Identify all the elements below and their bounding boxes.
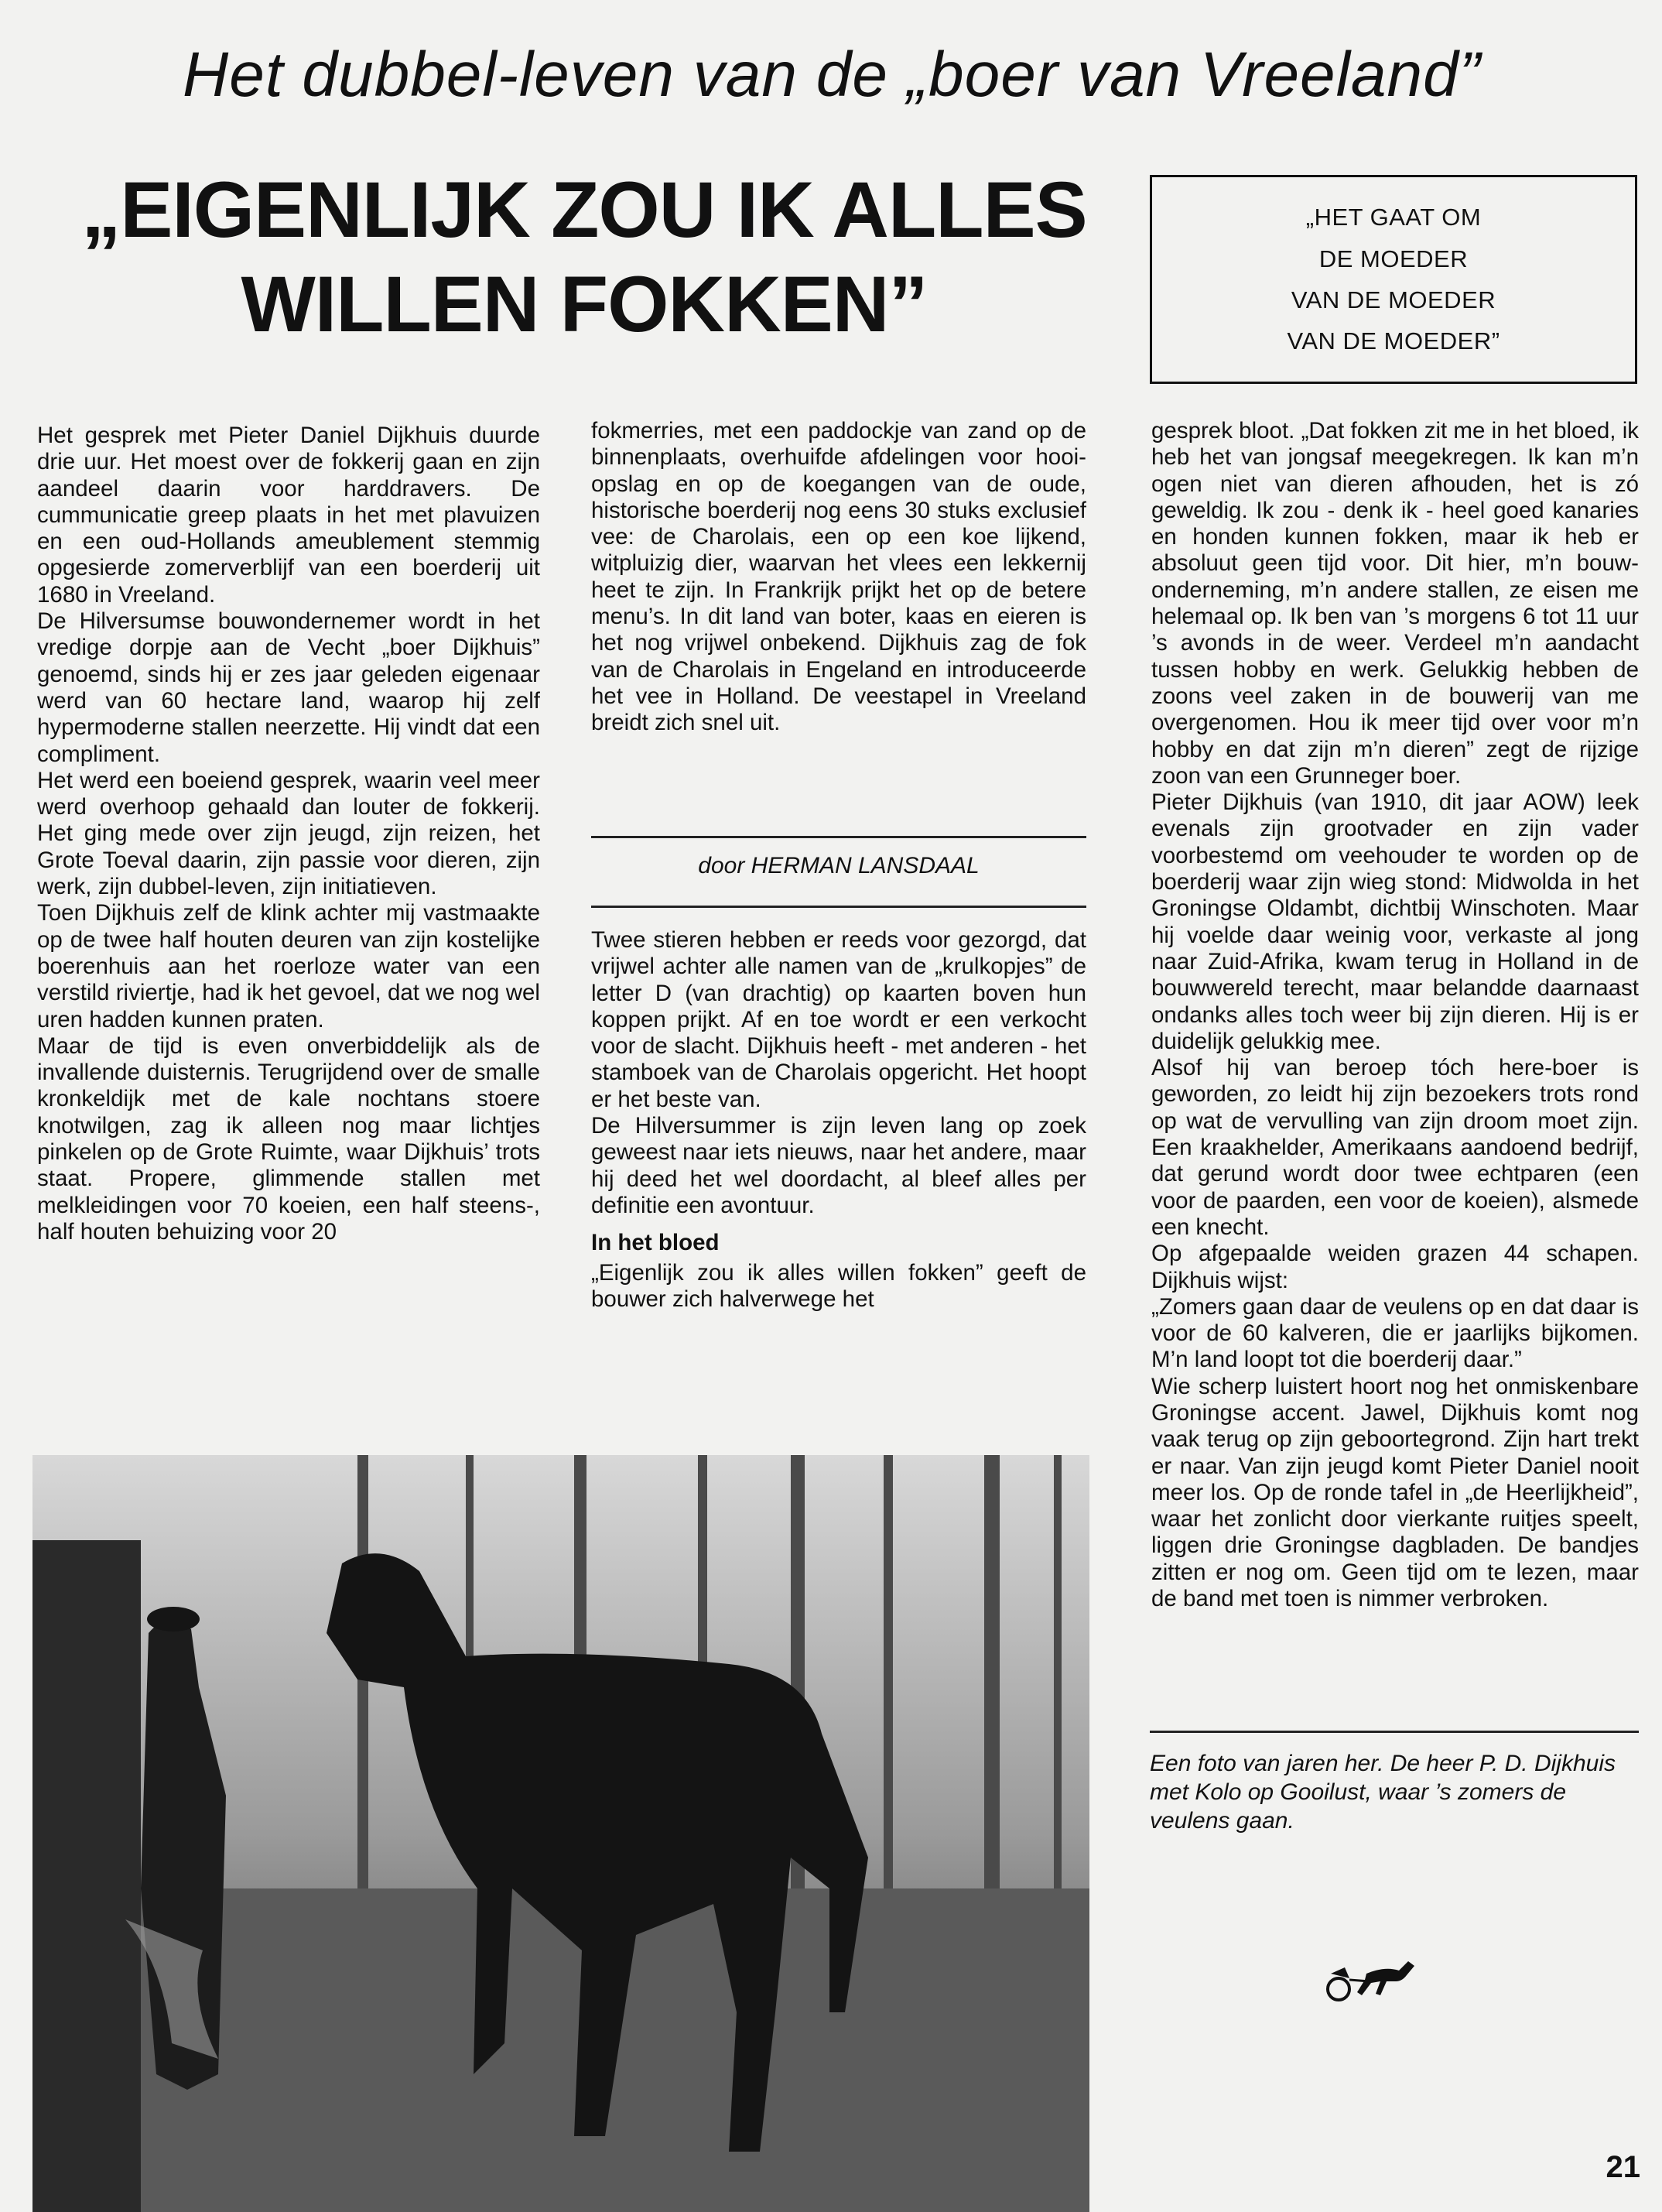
- photo-farmer-with-horse: [32, 1455, 1089, 2212]
- column-1: [37, 423, 540, 1245]
- divider: [591, 906, 1086, 908]
- quote-line: VAN DE MOEDER: [1291, 286, 1496, 313]
- column-2-bottom: [591, 927, 1086, 1313]
- headline-line-2: WILLEN FOKKEN”: [241, 260, 928, 349]
- paragraph: Pieter Dijkhuis (van 1910, dit jaar AOW) leek evenals zijn grootvader en zijn vader voorbestemd om veehouder te worden op de boerderij waar zijn wieg stond: Midwolda in het Groningse Oldambt, dichtbij Winschoten. Maar hij voelde daar weinig voor, verkaste al jong naar Zuid-Afrika, kwam terug in Holland in de bouwwereld terecht, maar belandde daarnaast ondanks alles toch weer bij zijn dieren. Hij is er duidelijk gelukkig mee.: [1151, 789, 1639, 1054]
- quote-line: „HET GAAT OM: [1305, 204, 1482, 231]
- paragraph: fokmerries, met een paddockje van zand op de binnenplaats, overhuifde afdelingen voor hooi-opslag en op de koegangen van de oude, historische boerderij nog eens 30 stuks exclusief vee: de Charolais, een op een koe lijkend, witpluizig dier, waarvan het vlees een lekkernij heet te zijn. In Frankrijk prijkt het op de betere menu’s. In dit land van boter, kaas en eieren is het nog vrijwel onbekend. Dijkhuis zag de fok van de Charolais in Engeland en introduceerde het vee in Holland. De veestapel in Vreeland breidt zich snel uit.: [591, 418, 1086, 736]
- photo-caption: Een foto van jaren her. De heer P. D. Dijkhuis met Kolo op Gooilust, waar ’s zomers de veulens gaan.: [1150, 1751, 1616, 1834]
- quote-line: DE MOEDER: [1318, 245, 1469, 272]
- divider: [591, 836, 1086, 838]
- headline-line-1: „EIGENLIJK ZOU IK ALLES: [81, 166, 1087, 254]
- quote-box: [1150, 175, 1637, 384]
- byline: door HERMAN LANSDAAL: [698, 853, 980, 878]
- page-number: 21: [1606, 2150, 1640, 2184]
- paragraph: Wie scherp luistert hoort nog het onmiskenbare Groningse accent. Jawel, Dijkhuis komt nog vaak terug op zijn geboortegrond. Zijn hart trekt er naar. Van zijn jeugd komt Pieter Daniel nooit meer los. Op de ronde tafel in „de Heerlijkheid”, waar het zonlicht door vierkante ruitjes speelt, liggen drie Groningse dagbladen. De bandjes zitten er nog om. Geen tijd om te lezen, maar de band met toen is nimmer verbroken.: [1151, 1373, 1639, 1612]
- paragraph: Twee stieren hebben er reeds voor gezorgd, dat vrijwel achter alle namen van de „krulkopjes” de letter D (van drachtig) op kaarten boven hun koppen prijkt. Af en toe wordt er een verkocht voor de slacht. Dijkhuis heeft - met anderen - het stamboek van de Charolais opgericht. Het hoopt er het beste van.: [591, 927, 1086, 1112]
- paragraph: De Hilversummer is zijn leven lang op zoek geweest naar iets nieuws, naar het andere, maar hij deed het wel doordacht, al bleef alles per definitie een avontuur.: [591, 1113, 1086, 1218]
- paragraph: „Eigenlijk zou ik alles willen fokken” geeft de bouwer zich halverwege het: [591, 1259, 1086, 1312]
- kicker: Het dubbel-leven van de „boer van Vreeland”: [183, 39, 1481, 110]
- paragraph: Het werd een boeiend gesprek, waarin veel meer werd overhoop gehaald dan louter de fokkerij. Het ging mede over zijn jeugd, zijn reizen, het Grote Toeval daarin, zijn passie voor dieren, zijn werk, zijn dubbel-leven, zijn initiatieven.: [37, 767, 540, 900]
- quote-line: VAN DE MOEDER”: [1287, 327, 1500, 355]
- column-3: [1151, 418, 1639, 1612]
- divider: [1150, 1731, 1639, 1733]
- headline: [31, 163, 1137, 352]
- paragraph: „Zomers gaan daar de veulens op en dat daar is voor de 60 kalveren, die er jaarlijks bijkomen. M’n land loopt tot die boerderij daar.”: [1151, 1293, 1639, 1373]
- subheading: In het bloed: [591, 1230, 720, 1256]
- paragraph: Op afgepaalde weiden grazen 44 schapen. Dijkhuis wijst:: [1151, 1241, 1639, 1293]
- paragraph: gesprek bloot. „Dat fokken zit me in het bloed, ik heb het van jongsaf meegekregen. Ik kan m’n ogen niet van dieren afhouden, het is zó geweldig. Ik zou - denk ik - heel goed kanaries en honden kunnen fokken, maar ik heb er absoluut geen tijd voor. Dit hier, m’n bouw-onderneming, m’n andere stallen, ze eisen me helemaal op. Ik ben van ’s morgens 6 tot 11 uur ’s avonds in de weer. Verdeel m’n aandacht tussen hobby en werk. Gelukkig hebben de zoons veel zaken in de bouwerij van me overgenomen. Hou ik meer tijd over voor m’n hobby en dat zijn m’n dieren” zegt de rijzige zoon van een Grunneger boer.: [1151, 418, 1639, 789]
- paragraph: Het gesprek met Pieter Daniel Dijkhuis duurde drie uur. Het moest over de fokkerij gaan en zijn aandeel daarin voor harddravers. De cummunicatie greep plaats in het met plavuizen en een oud-Hollands ameublement stemmig opgesierde zomerverblijf van een boerderij uit 1680 in Vreeland.: [37, 423, 540, 608]
- paragraph: Toen Dijkhuis zelf de klink achter mij vastmaakte op de twee half houten deuren van zijn kostelijke boerenhuis aan het roerloze water van een verstild riviertje, had ik het gevoel, dat we nog wel uren hadden kunnen praten.: [37, 900, 540, 1032]
- paragraph: Maar de tijd is even onverbiddelijk als de invallende duisternis. Terugrijdend over de smalle kronkeldijk met de kale nochtans stoere knotwilgen, zag ik alleen nog maar lichtjes pinkelen op de Grote Ruimte, waar Dijkhuis’ trots staat. Propere, glimmende stallen met melkleidingen voor 70 koeien, een half steens-, half houten behuizing voor 20: [37, 1032, 540, 1245]
- column-2-top: [591, 418, 1086, 737]
- paragraph: Alsof hij van beroep tóch here-boer is geworden, zo leidt hij zijn bezoekers trots rond op wat de vervulling van zijn droom moet zijn. Een kraakhelder, Amerikaans aandoend bedrijf, dat gerund wordt door twee echtparen (een voor de paarden, een voor de koeien), alsmede een knecht.: [1151, 1055, 1639, 1240]
- paragraph: De Hilversumse bouwondernemer wordt in het vredige dorpje aan de Vecht „boer Dijkhuis” genoemd, sinds hij er zes jaar geleden eigenaar werd van 60 hectare land, waarop hij zelf hypermoderne stallen neerzette. Hij vindt dat een compliment.: [37, 608, 540, 767]
- harness-racing-icon: [1315, 1950, 1424, 2005]
